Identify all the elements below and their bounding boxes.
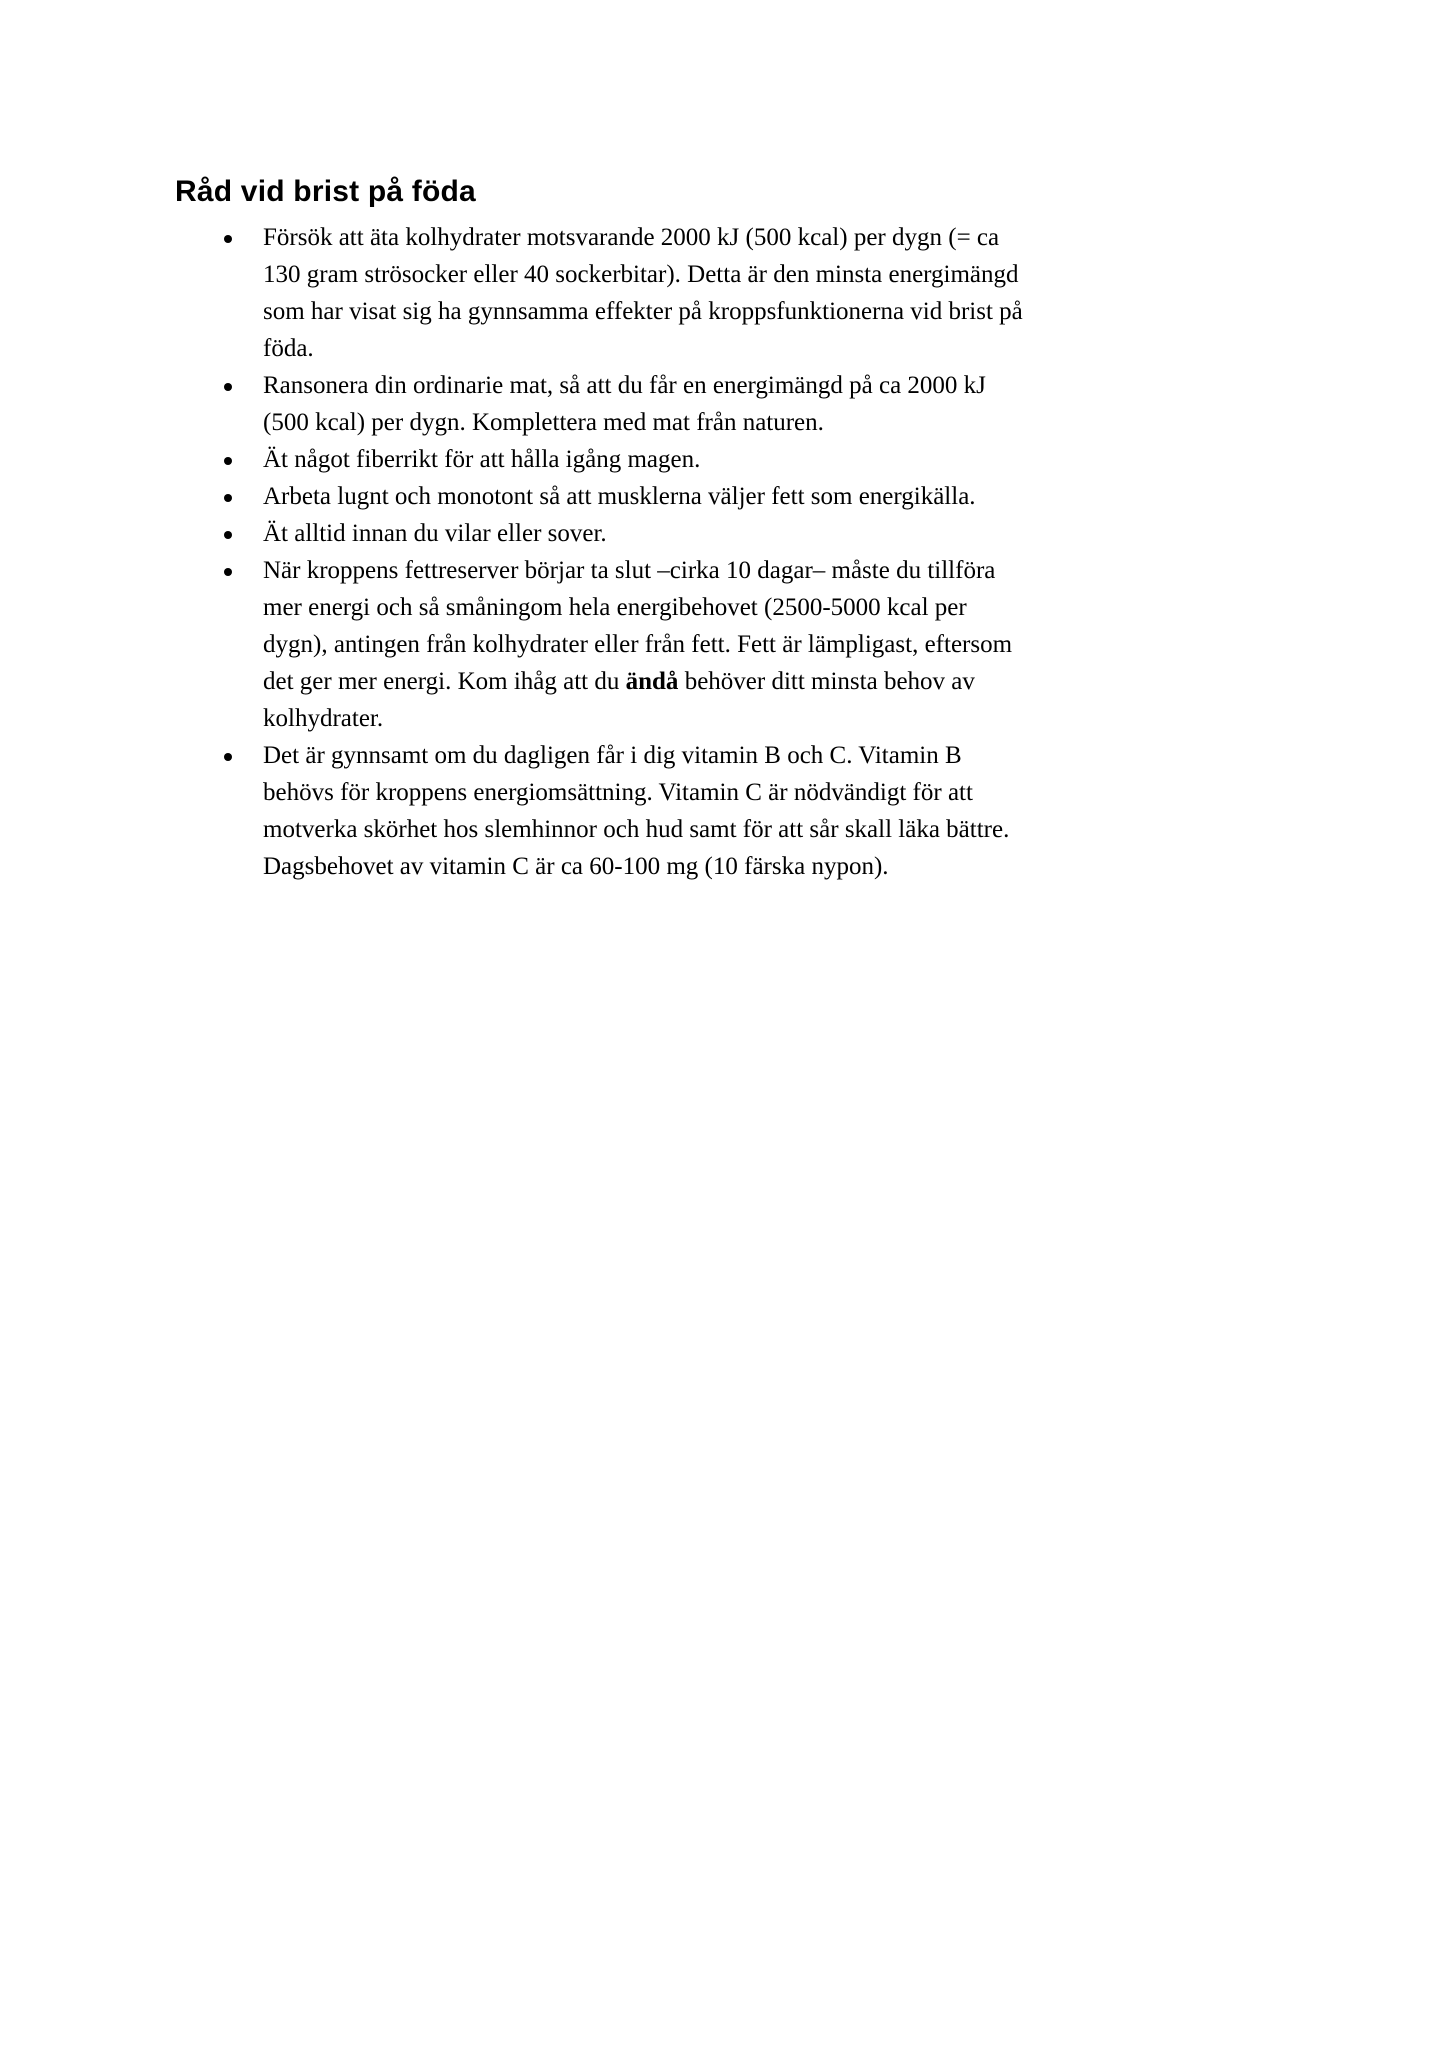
bullet-icon	[224, 235, 232, 243]
list-item-text-before: När kroppens fettreserver börjar ta slut –cirka 10 dagar– måste du tillföra mer energi och så småningom hela energibehovet (2500-5000 kcal per dygn), antingen från kolhydrater eller från fett. Fett är lämpligast, eftersom det ger mer energi. Kom ihåg att du	[263, 557, 1013, 695]
bullet-icon	[224, 494, 232, 502]
bullet-icon	[224, 753, 232, 761]
list-item-text: Arbeta lugnt och monotont så att musklerna väljer fett som energikälla.	[263, 483, 976, 510]
list-item-text-after: behöver ditt minsta behov av kolhydrater.	[263, 668, 975, 732]
list-item	[175, 478, 1035, 515]
list-item-text: Försök att äta kolhydrater motsvarande 2000 kJ (500 kcal) per dygn (= ca 130 gram strösocker eller 40 sockerbitar). Detta är den minsta energimängd som har visat sig ha gynnsamma effekter på kroppsfunktionerna vid brist på föda.	[263, 224, 1023, 362]
list-item	[175, 219, 1035, 367]
list-item-text	[263, 552, 1023, 737]
list-item	[175, 367, 1035, 441]
advice-list	[175, 219, 1035, 885]
list-item-text: Ransonera din ordinarie mat, så att du får en energimängd på ca 2000 kJ (500 kcal) per dygn. Komplettera med mat från naturen.	[263, 372, 986, 436]
list-item-text: Ät alltid innan du vilar eller sover.	[263, 520, 607, 547]
list-item-text: Det är gynnsamt om du dagligen får i dig vitamin B och C. Vitamin B behövs för kroppens energiomsättning. Vitamin C är nödvändigt för att motverka skörhet hos slemhinnor och hud samt för att sår skall läka bättre. Dagsbehovet av vitamin C är ca 60-100 mg (10 färska nypon).	[263, 742, 1010, 880]
list-item	[175, 737, 1035, 885]
bullet-icon	[224, 531, 232, 539]
bullet-icon	[224, 383, 232, 391]
bullet-icon	[224, 457, 232, 465]
emphasis-text: ändå	[625, 668, 679, 695]
list-item	[175, 441, 1035, 478]
list-item	[175, 552, 1035, 737]
list-item-text: Ät något fiberrikt för att hålla igång magen.	[263, 446, 701, 473]
page-title: Råd vid brist på föda	[175, 175, 476, 208]
list-item	[175, 515, 1035, 552]
bullet-icon	[224, 568, 232, 576]
